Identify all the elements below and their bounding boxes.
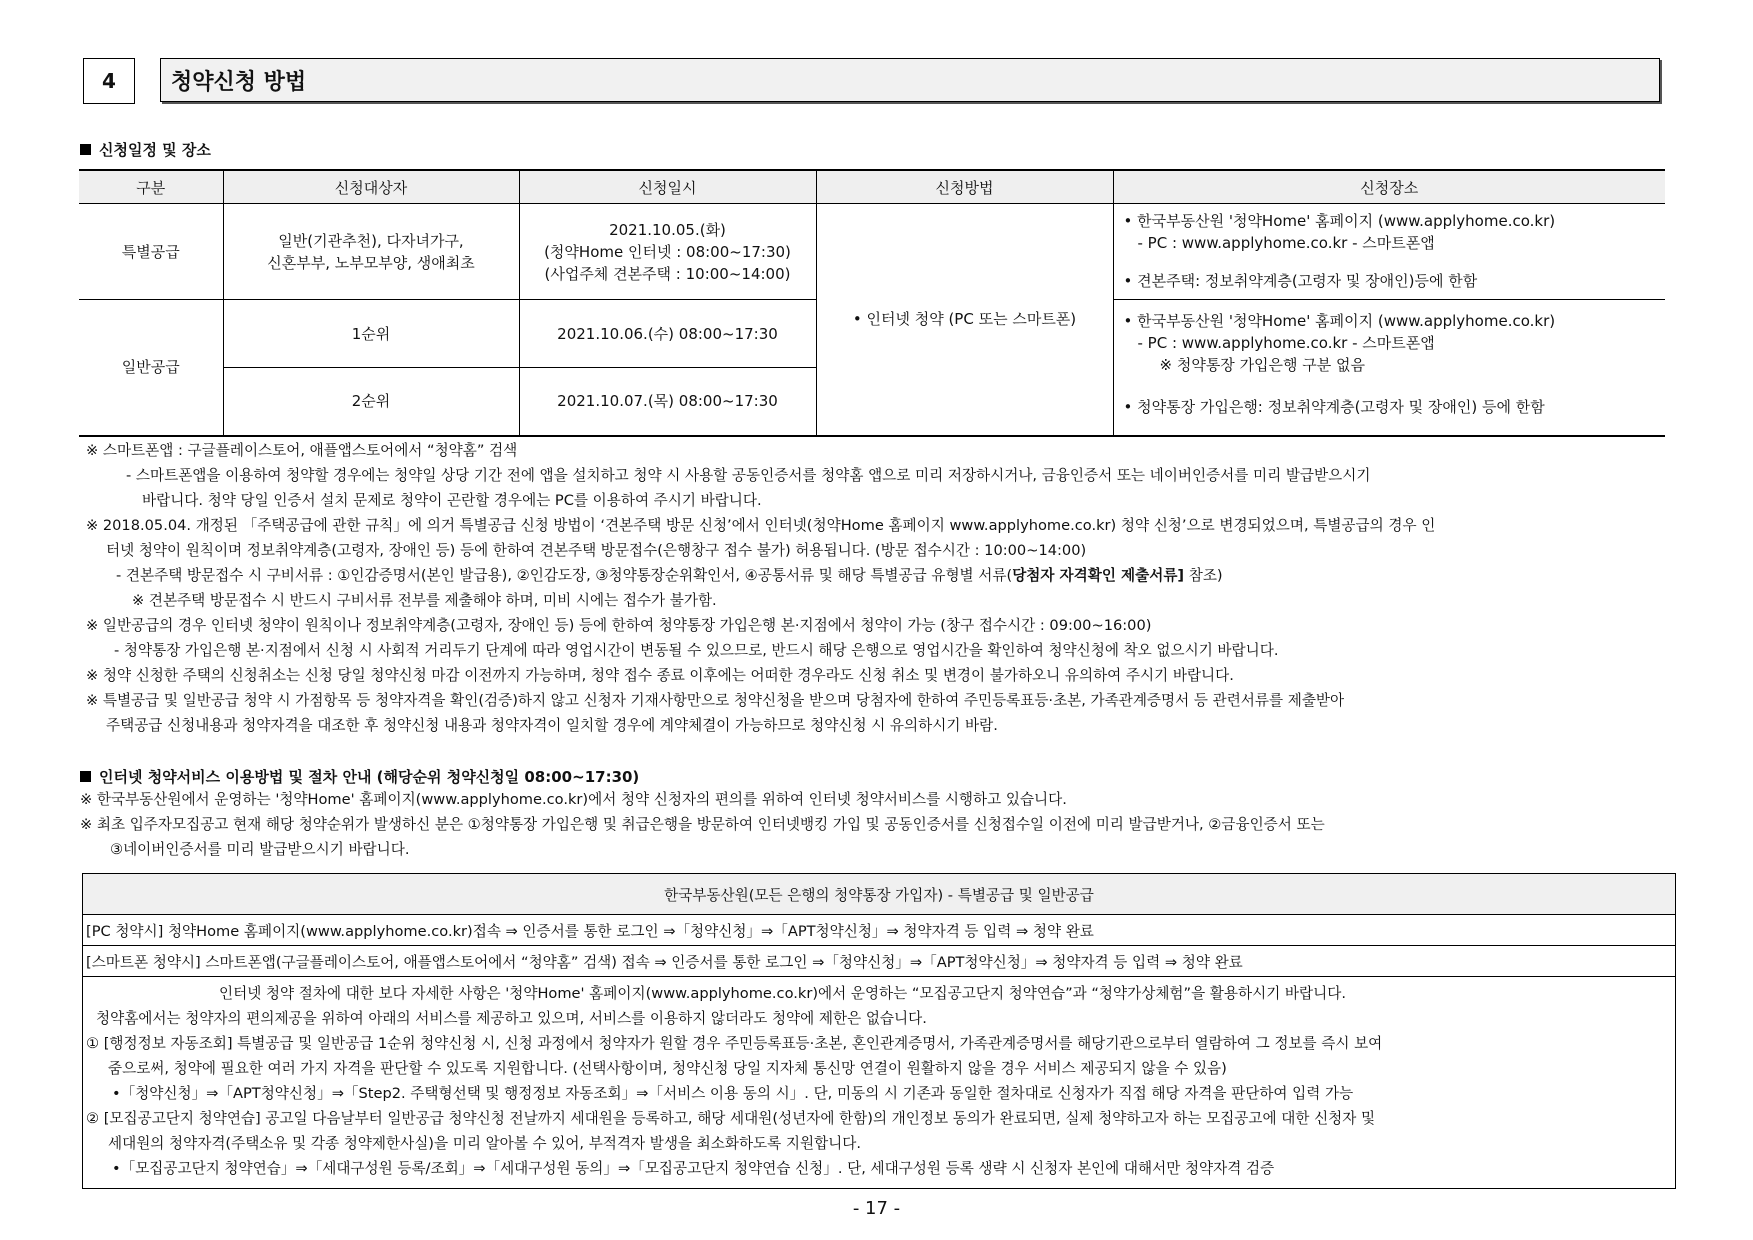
general-rank2-date: 2021.10.07.(목) 08:00~17:30 bbox=[519, 368, 816, 436]
note-line-text: 참조) bbox=[1184, 567, 1223, 584]
note-line: 바랍니다. 청약 당일 인증서 설치 문제로 청약이 곤란할 경우에는 PC를 이용하여 주시기 바랍니다. bbox=[142, 492, 762, 509]
internet-note-line: ※ 최초 입주자모집공고 현재 해당 청약순위가 발생하신 분은 ①청약통장 가입은행 및 취급은행을 방문하여 인터넷뱅킹 가입 및 공동인증서를 신청접수일 이전에 미리 발급받거나, ②금융인증서 또는 bbox=[80, 816, 1325, 833]
general-rank2: 2순위 bbox=[223, 368, 519, 436]
note-line: ※ 2018.05.04. 개정된 「주택공급에 관한 규칙」에 의거 특별공급 신청 방법이 ‘견본주택 방문 신청’에서 인터넷(청약Home 홈페이지 www.applyhome.co.kr) 청약 신청’으로 변경되었으며, 특별공급의 경우 인 bbox=[86, 517, 1436, 534]
special-date-line: (청약Home 인터넷 : 08:00~17:30) bbox=[544, 242, 791, 261]
special-target bbox=[223, 204, 519, 300]
special-target-line: 신혼부부, 노부모부양, 생애최초 bbox=[267, 253, 475, 272]
procedure-box bbox=[82, 873, 1676, 1189]
procedure-line: 줌으로써, 청약에 필요한 여러 가지 자격을 판단할 수 있도록 지원합니다. (선택사항이며, 청약신청 당일 지자체 통신망 연결이 원활하지 않을 경우 서비스 제공되지 않을 수 있음) bbox=[108, 1060, 1227, 1077]
general-place-line: ※ 청약통장 가입은행 구분 없음 bbox=[1159, 356, 1366, 374]
schedule-heading-text: 신청일정 및 장소 bbox=[99, 141, 211, 159]
procedure-line: 인터넷 청약 절차에 대한 보다 자세한 사항은 '청약Home' 홈페이지(www.applyhome.co.kr)에서 운영하는 “모집공고단지 청약연습”과 “청약가상체험”을 활용하시기 바랍니다. bbox=[219, 985, 1346, 1002]
procedure-box-body bbox=[83, 977, 1675, 1181]
note-line: ※ 견본주택 방문접수 시 반드시 구비서류 전부를 제출해야 하며, 미비 시에는 접수가 불가함. bbox=[132, 592, 717, 609]
procedure-line: •「청약신청」⇒「APT청약신청」⇒「Step2. 주택형선택 및 행정정보 자동조회」⇒「서비스 이용 동의 시」. 단, 미동의 시 기존과 동일한 절차대로 신청자가 직접 해당 자격을 판단하여 입력 가능 bbox=[112, 1085, 1354, 1102]
table-header-row bbox=[79, 170, 1665, 204]
procedure-line: •「모집공고단지 청약연습」⇒「세대구성원 등록/조회」⇒「세대구성원 동의」⇒「모집공고단지 청약연습 신청」. 단, 세대구성원 등록 생략 시 신청자 본인에 대해서만 청약자격 검증 bbox=[112, 1160, 1275, 1177]
internet-heading bbox=[80, 766, 639, 787]
section-title: 청약신청 방법 bbox=[160, 58, 1660, 102]
note-line: 터넷 청약이 원칙이며 정보취약계층(고령자, 장애인 등) 등에 한하여 견본주택 방문접수(은행창구 접수 불가) 허용됩니다. (방문 접수시간 : 10:00~14:00) bbox=[106, 542, 1087, 559]
note-line: ※ 일반공급의 경우 인터넷 청약이 원칙이나 정보취약계층(고령자, 장애인 등) 등에 한하여 청약통장 가입은행 본·지점에서 청약이 가능 (창구 접수시간 : 09:00~16:00) bbox=[86, 617, 1152, 634]
special-place-line: - PC : www.applyhome.co.kr - 스마트폰앱 bbox=[1137, 234, 1435, 252]
section-number: 4 bbox=[83, 58, 135, 104]
general-rank1-date: 2021.10.06.(수) 08:00~17:30 bbox=[519, 300, 816, 368]
special-date-line: (사업주체 견본주택 : 10:00~14:00) bbox=[544, 264, 791, 283]
pc-procedure-row: [PC 청약시] 청약Home 홈페이지(www.applyhome.co.kr)접속 ⇒ 인증서를 통한 로그인 ⇒「청약신청」⇒「APT청약신청」⇒ 청약자격 등 입력 ⇒ 청약 완료 bbox=[83, 915, 1675, 946]
special-target-line: 일반(기관추천), 다자녀가구, bbox=[278, 231, 464, 250]
special-place-line: • 한국부동산원 '청약Home' 홈페이지 (www.applyhome.co.kr) bbox=[1123, 212, 1556, 230]
header-category: 구분 bbox=[79, 170, 223, 204]
header-date: 신청일시 bbox=[519, 170, 816, 204]
note-line: ※ 스마트폰앱 : 구글플레이스토어, 애플앱스토어에서 “청약홈” 검색 bbox=[86, 442, 518, 459]
general-place-line: • 청약통장 가입은행: 정보취약계층(고령자 및 장애인) 등에 한함 bbox=[1123, 398, 1545, 416]
internet-heading-text: 인터넷 청약서비스 이용방법 및 절차 안내 (해당순위 청약신청일 08:00~17:30) bbox=[99, 768, 640, 786]
procedure-box-title: 한국부동산원(모든 은행의 청약통장 가입자) - 특별공급 및 일반공급 bbox=[83, 874, 1675, 915]
square-bullet-icon bbox=[80, 144, 91, 155]
procedure-line: ② [모집공고단지 청약연습] 공고일 다음날부터 일반공급 청약신청 전날까지 세대원을 등록하고, 해당 세대원(성년자에 한함)의 개인정보 동의가 완료되면, 실제 청약하고자 하는 모집공고에 대한 신청자 및 bbox=[86, 1110, 1376, 1127]
procedure-line: 세대원의 청약자격(주택소유 및 각종 청약제한사실)을 미리 알아볼 수 있어, 부적격자 발생을 최소화하도록 지원합니다. bbox=[108, 1135, 862, 1152]
procedure-line: ① [행정정보 자동조회] 특별공급 및 일반공급 1순위 청약신청 시, 신청 과정에서 청약자가 원할 경우 주민등록표등·초본, 혼인관계증명서, 가족관계증명서를 해당기관으로부터 열람하여 그 정보를 즉시 보여 bbox=[86, 1035, 1383, 1052]
mobile-procedure-row: [스마트폰 청약시] 스마트폰앱(구글플레이스토어, 애플앱스토어에서 “청약홈” 검색) 접속 ⇒ 인증서를 통한 로그인 ⇒「청약신청」⇒「APT청약신청」⇒ 청약자격 등 입력 ⇒ 청약 완료 bbox=[83, 946, 1675, 977]
note-line bbox=[86, 563, 1676, 588]
note-line: - 스마트폰앱을 이용하여 청약할 경우에는 청약일 상당 기간 전에 앱을 설치하고 청약 시 사용할 공동인증서를 청약홈 앱으로 미리 저장하시거나, 금융인증서 또는 네이버인증서를 미리 발급받으시기 bbox=[126, 467, 1371, 484]
special-category: 특별공급 bbox=[79, 204, 223, 300]
general-place bbox=[1113, 300, 1665, 436]
notes-block bbox=[86, 438, 1676, 738]
square-bullet-icon bbox=[80, 771, 91, 782]
note-line: ※ 청약 신청한 주택의 신청취소는 신청 당일 청약신청 마감 이전까지 가능하며, 청약 접수 종료 이후에는 어떠한 경우라도 신청 취소 및 변경이 불가하오니 유의하여 주시기 바랍니다. bbox=[86, 667, 1234, 684]
general-place-line: - PC : www.applyhome.co.kr - 스마트폰앱 bbox=[1137, 334, 1435, 352]
note-line: - 청약통장 가입은행 본·지점에서 신청 시 사회적 거리두기 단계에 따라 영업시간이 변동될 수 있으므로, 반드시 해당 은행으로 영업시간을 확인하여 청약신청에 착오 없으시기 바랍니다. bbox=[114, 642, 1279, 659]
special-place bbox=[1113, 204, 1665, 300]
note-line-bold: 당첨자 자격확인 제출서류] bbox=[1012, 567, 1185, 584]
procedure-line: 청약홈에서는 청약자의 편의제공을 위하여 아래의 서비스를 제공하고 있으며, 서비스를 이용하지 않더라도 청약에 제한은 없습니다. bbox=[96, 1010, 927, 1027]
note-line: 주택공급 신청내용과 청약자격을 대조한 후 청약신청 내용과 청약자격이 일치할 경우에 계약체결이 가능하므로 청약신청 시 유의하시기 바람. bbox=[106, 717, 998, 734]
table-row bbox=[79, 204, 1665, 300]
special-place-line: • 견본주택: 정보취약계층(고령자 및 장애인)등에 한함 bbox=[1123, 272, 1478, 290]
method-cell: • 인터넷 청약 (PC 또는 스마트폰) bbox=[816, 204, 1113, 436]
page-number: - 17 - bbox=[852, 1198, 901, 1219]
general-category: 일반공급 bbox=[79, 300, 223, 436]
internet-note-line: ※ 한국부동산원에서 운영하는 '청약Home' 홈페이지(www.applyhome.co.kr)에서 청약 신청자의 편의를 위하여 인터넷 청약서비스를 시행하고 있습니다. bbox=[80, 791, 1067, 808]
note-line-text: - 견본주택 방문접수 시 구비서류 : ①인감증명서(본인 발급용), ②인감도장, ③청약통장순위확인서, ④공통서류 및 해당 특별공급 유형별 서류( bbox=[116, 567, 1013, 584]
section-header bbox=[83, 58, 1683, 104]
special-date bbox=[519, 204, 816, 300]
internet-notes bbox=[80, 787, 1680, 862]
internet-note-line: ③네이버인증서를 미리 발급받으시기 바랍니다. bbox=[110, 841, 410, 858]
special-date-line: 2021.10.05.(화) bbox=[609, 220, 726, 239]
header-target: 신청대상자 bbox=[223, 170, 519, 204]
header-method: 신청방법 bbox=[816, 170, 1113, 204]
schedule-table bbox=[79, 169, 1665, 437]
header-place: 신청장소 bbox=[1113, 170, 1665, 204]
note-line: ※ 특별공급 및 일반공급 청약 시 가점항목 등 청약자격을 확인(검증)하지 않고 신청자 기재사항만으로 청약신청을 받으며 당첨자에 한하여 주민등록표등·초본, 가족관계증명서 등 관련서류를 제출받아 bbox=[86, 692, 1345, 709]
general-place-line: • 한국부동산원 '청약Home' 홈페이지 (www.applyhome.co.kr) bbox=[1123, 312, 1556, 330]
schedule-heading bbox=[80, 139, 211, 160]
general-rank1: 1순위 bbox=[223, 300, 519, 368]
